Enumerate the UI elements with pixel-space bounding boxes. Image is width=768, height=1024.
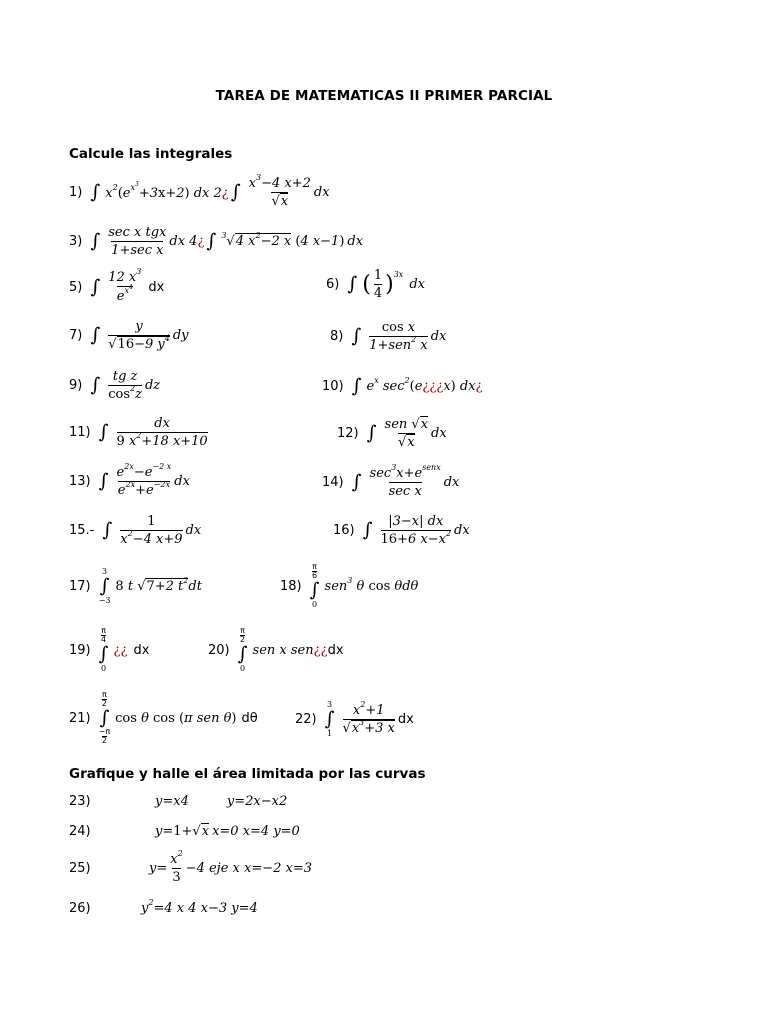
exercise-1-2 (69, 173, 330, 209)
fraction: $\frac{\text{cos x}}{1+sen^2 x}$ (369, 320, 428, 353)
exercise-number: 17) (69, 578, 91, 594)
exercise-number: 10) (322, 379, 344, 394)
definite-integral-icon: 3 ∫ −3 (98, 567, 111, 605)
integral-icon: ∫ (206, 230, 217, 252)
curve-equation: −4 eje x x=−2 x=3 (185, 861, 313, 876)
exercise-21 (69, 691, 258, 745)
integral-icon: ∫ (90, 374, 101, 396)
exercise-number: 25) (69, 861, 91, 876)
curve-equation: =4 x 4 x−3 y=4 (153, 901, 258, 916)
exercise-19 (69, 627, 149, 673)
definite-integral-icon: π 4 ∫ 0 (98, 626, 109, 673)
differential: dθ (241, 710, 258, 726)
differential: dx (454, 523, 470, 538)
exercise-number: 14) (322, 475, 344, 490)
integrand: cos θ cos (π sen θ) (115, 710, 237, 726)
integral-icon: ∫ (98, 470, 109, 492)
exercise-11 (69, 416, 211, 449)
exercise-14 (322, 463, 460, 499)
fraction: $\frac{\text{sec x tgx}}{\text{1+sec x}}$ (108, 225, 167, 258)
integral-icon: ∫ (98, 421, 109, 443)
exercise-number: 18) (280, 578, 302, 594)
differential: dx (430, 329, 447, 344)
integrand: dx 4¿ (169, 234, 205, 249)
differential: dy (172, 328, 189, 343)
exercise-15 (69, 514, 201, 547)
section-heading-integrals: Calcule las integrales (69, 146, 233, 162)
garbled-integrand: ¿¿ (113, 642, 128, 658)
differential: dx (185, 523, 202, 538)
exercise-number: 11) (69, 425, 91, 440)
curve-equation: y=1+√x (155, 824, 210, 839)
integral-icon: ∫ (102, 519, 113, 541)
exercise-18 (280, 563, 418, 609)
differential: dx (409, 277, 425, 292)
exercise-number: 5) (69, 279, 83, 295)
integral-icon: ∫ (351, 375, 362, 397)
differential: dx (174, 474, 190, 489)
curve-equation: x=0 x=4 y=0 (212, 824, 300, 839)
exercise-5 (69, 267, 165, 304)
integrand: $^3$√4 $x^2-2$ x (4 x−1) (221, 231, 345, 249)
integrand: $x^2(e^{x^3}+3x+2)$ dx 2¿ (105, 180, 229, 201)
exercise-number: 26) (69, 901, 91, 916)
differential: dx (313, 185, 330, 200)
fraction: $\frac{\text{sen √x}}{√x}$ (384, 417, 429, 450)
fraction: $\frac{e^{2x}-e^{-2 x}}{e^{2x}+e^{-2x}}$ (116, 462, 172, 498)
exercise-number: 6) (326, 277, 340, 292)
fraction: $\frac{x^2}{3}$ (170, 849, 183, 885)
differential: dx (397, 711, 414, 727)
exercise-3-4 (69, 225, 363, 258)
definite-integral-icon: π 2 ∫ 0 (237, 626, 248, 673)
exercise-number: 12) (337, 426, 359, 441)
exercise-20 (208, 627, 344, 673)
page-title: TAREA DE MATEMATICAS II PRIMER PARCIAL (215, 88, 553, 104)
fraction: $\frac{\text{tg z}}{\cos^2z}$ (108, 369, 142, 402)
fraction: $\frac{1}{x^2-4 x+9}$ (120, 514, 183, 547)
exercise-number: 21) (69, 710, 91, 726)
exercise-26 (69, 898, 258, 916)
exercise-number: 16) (333, 523, 355, 538)
exercise-number: 9) (69, 378, 83, 393)
exercise-17 (69, 567, 202, 605)
integrand: $e^x$ $\sec^2(e¿¿¿x)$ dx¿ (366, 376, 483, 394)
exercise-number: 15.- (69, 523, 95, 538)
exercise-25 (69, 849, 313, 885)
differential: dx (133, 642, 150, 658)
exercise-number: 19) (69, 642, 91, 658)
differential: dx (347, 234, 364, 249)
fraction: $\frac{dx}{9 x^2+18 x+10}$ (116, 416, 208, 449)
differential: dx (148, 279, 165, 295)
definite-integral-icon: π 6 ∫ 0 (309, 562, 320, 609)
fraction: $\frac{12 x^3}{e^{x^4}}$ (108, 267, 142, 304)
exercise-13 (69, 462, 190, 498)
exercise-16 (333, 514, 470, 547)
exercise-number: 3) (69, 234, 83, 249)
differential: dx (443, 475, 460, 490)
integrand: sen$^3$ θ cos θ (324, 575, 403, 594)
integral-icon: ∫ (366, 422, 377, 444)
fraction: $\frac{1}{4}$ (373, 268, 383, 301)
exercise-8 (330, 320, 446, 353)
integral-icon: ∫ (362, 519, 373, 541)
exercise-23: 23) y=x 4 y=2x−x 2 (69, 793, 288, 809)
fraction: $\frac{\sec^3x+e^{senx}}{\text{sec x}}$ (369, 463, 441, 499)
fraction: $\frac{|3-x| dx}{16+6 x-x^2}$ (380, 514, 452, 547)
fraction: $\frac{x^3-4 x+2}{√x}$ (248, 173, 311, 209)
exercise-12 (337, 417, 447, 450)
exercise-22 (295, 700, 414, 738)
differential: dθ (402, 578, 419, 594)
fraction: $\frac{y}{√16-9 y^4}$ (108, 319, 170, 352)
exercise-6: 6) ∫ ( $\frac{1}{4}$ ) 3x dx (326, 268, 425, 301)
differential: dt (188, 578, 202, 594)
integral-icon: ∫ (90, 230, 101, 252)
integrand: sen x sen¿¿ (252, 642, 328, 658)
integrand: 8 t √7+2 $t^2$ (115, 575, 189, 594)
integral-icon: ∫ (351, 471, 362, 493)
differential: dx (327, 642, 344, 658)
fraction: $\frac{x^2+1}{√x^3+3 x}$ (342, 699, 395, 736)
differential: dz (144, 378, 161, 393)
exercise-number: 7) (69, 328, 83, 343)
exercise-number: 20) (208, 642, 230, 658)
exercise-7 (69, 319, 189, 352)
exercise-10 (322, 377, 483, 396)
curve-equation: y=x (155, 794, 181, 809)
exercise-number: 1) (69, 185, 83, 200)
integral-icon: ∫ (347, 273, 358, 295)
exercise-number: 13) (69, 474, 91, 489)
exercise-number: 23) (69, 794, 91, 809)
section-heading-areas: Grafique y halle el área limitada por las curvas (69, 766, 426, 782)
exercise-24 (69, 824, 300, 839)
definite-integral-icon: 3 ∫ 1 (324, 700, 335, 738)
integral-icon: ∫ (90, 324, 101, 346)
curve-equation: y=2x−x (226, 794, 279, 809)
differential: dx (431, 426, 447, 441)
definite-integral-icon: π 2 ∫ −π 2 (98, 690, 111, 745)
curve-equation: y= (149, 861, 168, 876)
integral-icon: ∫ (351, 325, 362, 347)
exercise-number: 24) (69, 824, 91, 839)
exercise-9 (69, 369, 160, 402)
integral-icon: ∫ (90, 275, 101, 298)
integral-icon: ∫ (230, 181, 241, 203)
exercise-number: 22) (295, 711, 317, 727)
curve-equation: $y^2$ (141, 898, 154, 916)
integral-icon: ∫ (90, 181, 101, 203)
exercise-number: 8) (330, 329, 344, 344)
